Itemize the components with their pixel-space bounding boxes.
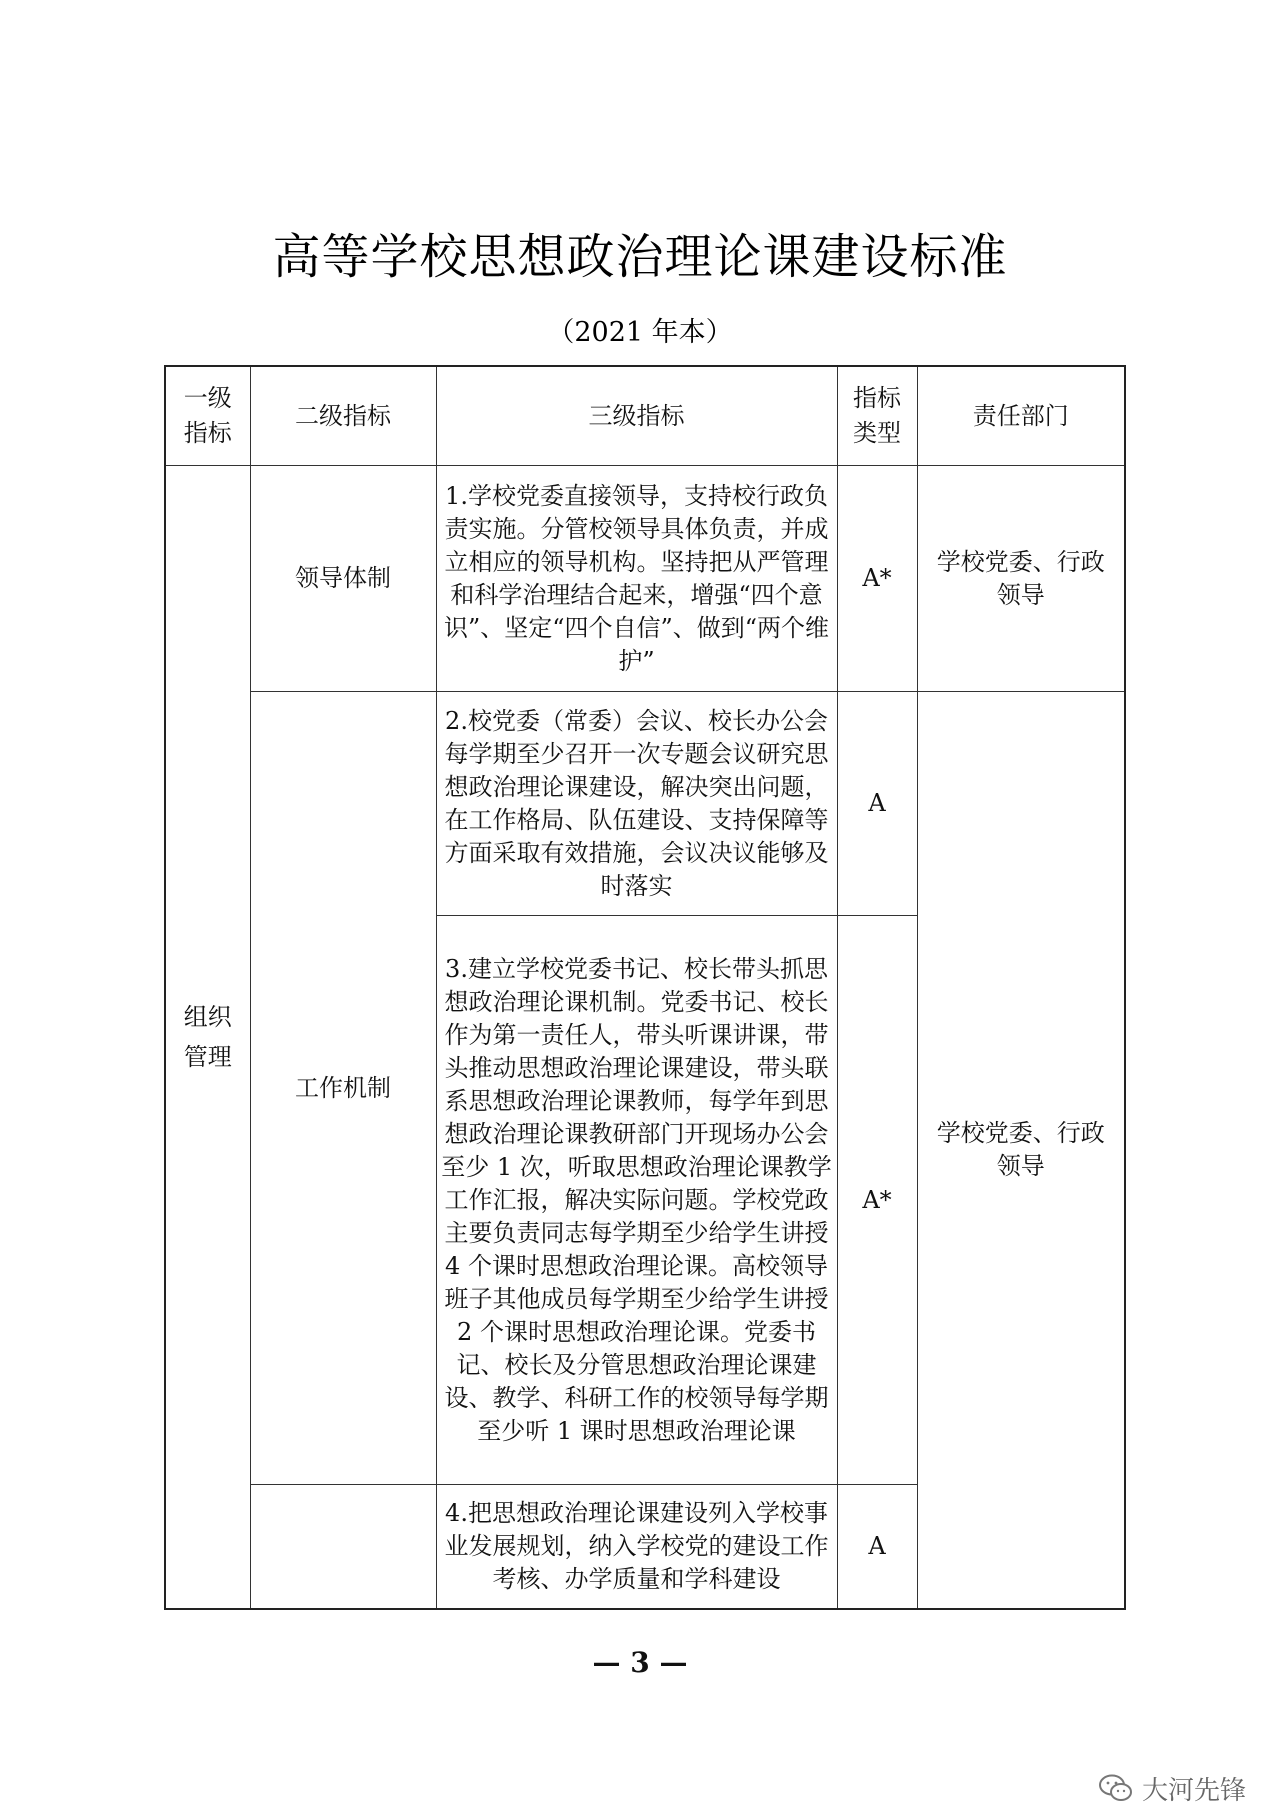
type-cell: A <box>837 692 917 916</box>
page-number: — 3 — <box>592 1646 688 1679</box>
table-row <box>165 466 1125 692</box>
standards-table <box>164 365 1126 1610</box>
dept-cell: 学校党委、行政领导 <box>917 692 1125 1609</box>
dept-cell: 学校党委、行政领导 <box>917 466 1125 692</box>
header-level3: 三级指标 <box>436 366 837 466</box>
header-dept: 责任部门 <box>917 366 1125 466</box>
level3-text: 4.把思想政治理论课建设列入学校事业发展规划，纳入学校党的建设工作考核、办学质量和学科建设 <box>436 1485 837 1609</box>
header-level1: 一级指标 <box>165 366 250 466</box>
level1-label: 组织管理 <box>183 1002 232 1071</box>
type-cell: A <box>837 1485 917 1609</box>
type-cell: A* <box>837 916 917 1485</box>
level3-text: 2.校党委（常委）会议、校长办公会每学期至少召开一次专题会议研究思想政治理论课建设，解决突出问题，在工作格局、队伍建设、支持保障等方面采取有效措施，会议决议能够及时落实 <box>436 692 837 916</box>
watermark <box>1098 1768 1246 1808</box>
document-title: 高等学校思想政治理论课建设标准 <box>272 229 1008 285</box>
level2-cell-mechanism: 工作机制 <box>250 692 436 1485</box>
table-header-row <box>165 366 1125 466</box>
wechat-icon <box>1098 1773 1134 1803</box>
header-type: 指标类型 <box>837 366 917 466</box>
level3-text: 1.学校党委直接领导，支持校行政负责实施。分管校领导具体负责，并成立相应的领导机构。坚持把从严管理和科学治理结合起来，增强“四个意识”、坚定“四个自信”、做到“两个维护” <box>436 466 837 692</box>
watermark-text: 大河先锋 <box>1141 1775 1246 1806</box>
table-row <box>165 692 1125 916</box>
header-level2: 二级指标 <box>250 366 436 466</box>
level3-text: 3.建立学校党委书记、校长带头抓思想政治理论课机制。党委书记、校长作为第一责任人，带头听课讲课，带头推动思想政治理论课建设，带头联系思想政治理论课教师，每学年到思想政治理论课教研部门开现场办公会至少 1 次，听取思想政治理论课教学工作汇报，解决实际问题。学校党政主要负责同志每学期至少给学生讲授 4 个课时思想政治理论课。高校领导班子其他成员每学期至少给学生讲授 2 个课时思想政治理论课。党委书记、校长及分管思想政治理论课建设、教学、科研工作的校领导每学期至少听 1 课时思想政治理论课 <box>436 916 837 1485</box>
level1-cell <box>165 466 250 1609</box>
document-subtitle: （2021 年本） <box>547 317 733 348</box>
level2-cell-empty <box>250 1485 436 1609</box>
level2-cell-leadership: 领导体制 <box>250 466 436 692</box>
type-cell: A* <box>837 466 917 692</box>
